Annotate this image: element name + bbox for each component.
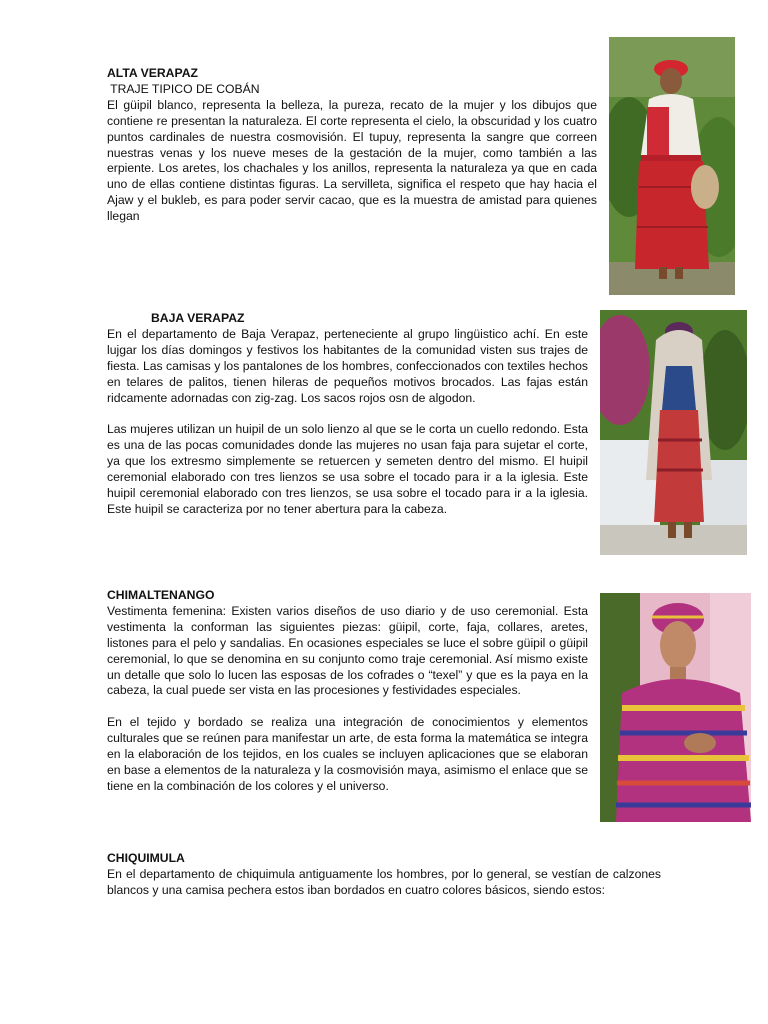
photo-alta-verapaz-woman [609,37,735,295]
section-paragraph: Vestimenta femenina: Existen varios diseños de uso diario y de uso ceremonial. Esta vestimenta la conforman las siguientes piezas: güipil, corte, faja, collares, aretes, listones para el pelo y sandalias. En ocasiones especiales se luce el sobre güipil o güipil ceremonial, lo que se denomina en su conjunto como traje ceremonial. Así mismo existe un detalle que solo lo lucen las esposas de los cofrades o “texel” y que es la paya en la cabeza, la cual puede ser vista en las procesiones y festividades especiales. [107,603,588,698]
section-chiquimula [107,851,661,899]
section-subheading: TRAJE TIPICO DE COBÁN [107,81,260,96]
section-alta-verapaz [107,66,597,225]
section-heading: CHIQUIMULA [107,851,185,865]
photo-chimaltenango-woman [600,593,751,822]
section-paragraph: El güipil blanco, representa la belleza, la pureza, recato de la mujer y los dibujos que contiene re presentan la naturaleza. El corte representa el cielo, la obscuridad y los cuatro puntos cardinales de nuestra cosmovisión. El tupuy, representa la sangre que correen nuestras venas y los nueve meses de la gestación de la mujer, como también a las erpiente. Los aretes, los chachales y los anillos, representa la naturaleza ya que en cada uno de ellas contiene distintas figuras. La servilleta, significa el respeto que hay hacia el Ajaw y el bukleb, es para poder servir cacao, que es la muestra de amistad para quienes llegan [107,97,597,224]
section-heading: CHIMALTENANGO [107,588,215,602]
section-paragraph: Las mujeres utilizan un huipil de un solo lienzo al que se le corta un cuello redondo. Esta es una de las pocas comunidades donde las mujeres no usan faja para sujetar el corte, ya que los extresmo simplemente se retuercen y semeten dentro del mismo. El huipil ceremonial elaborado con tres lienzos se usa sobre el tocado para ir a la iglesia. Este huipil ceremonial elaborado con tres lienzos, se usa sobre el tocado para ir a la iglesia. Este huipil se caracteriza por no tener abertura para la cabeza. [107,422,588,516]
section-heading: ALTA VERAPAZ [107,66,198,80]
section-baja-verapaz [107,311,588,518]
section-paragraph: En el tejido y bordado se realiza una integración de conocimientos y elementos culturales que se reúnen para manifestar un arte, de esta forma la matemática se integra en la elaboración de los tejidos, en los cuales se incluyen aplicaciones que se elaboran en base a elementos de la naturaleza y la cosmovisión maya, asimismo el enlace que se tiene en la combinación de los colores y el universo. [107,715,588,793]
section-paragraph: En el departamento de Baja Verapaz, perteneciente al grupo lingüistico achí. En este lujgar los días domingos y festivos los habitantes de la comunidad visten sus trajes de fiesta. Las camisas y los pantalones de los hombres, confeccionados con textiles hechos en telares de palitos, tienen hileras de pequeños motivos brocados. Las fajas están ridcamente adornadas con zig-zag. Los sacos rojos osn de algodon. [107,326,588,405]
photo-baja-verapaz-woman [600,310,747,555]
section-paragraph: En el departamento de chiquimula antiguamente los hombres, por lo general, se vestían de calzones blancos y una camisa pechera estos iban bordados en cuatro colores básicos, siendo estos: [107,866,661,897]
section-heading: BAJA VERAPAZ [151,311,245,325]
section-chimaltenango [107,588,588,795]
